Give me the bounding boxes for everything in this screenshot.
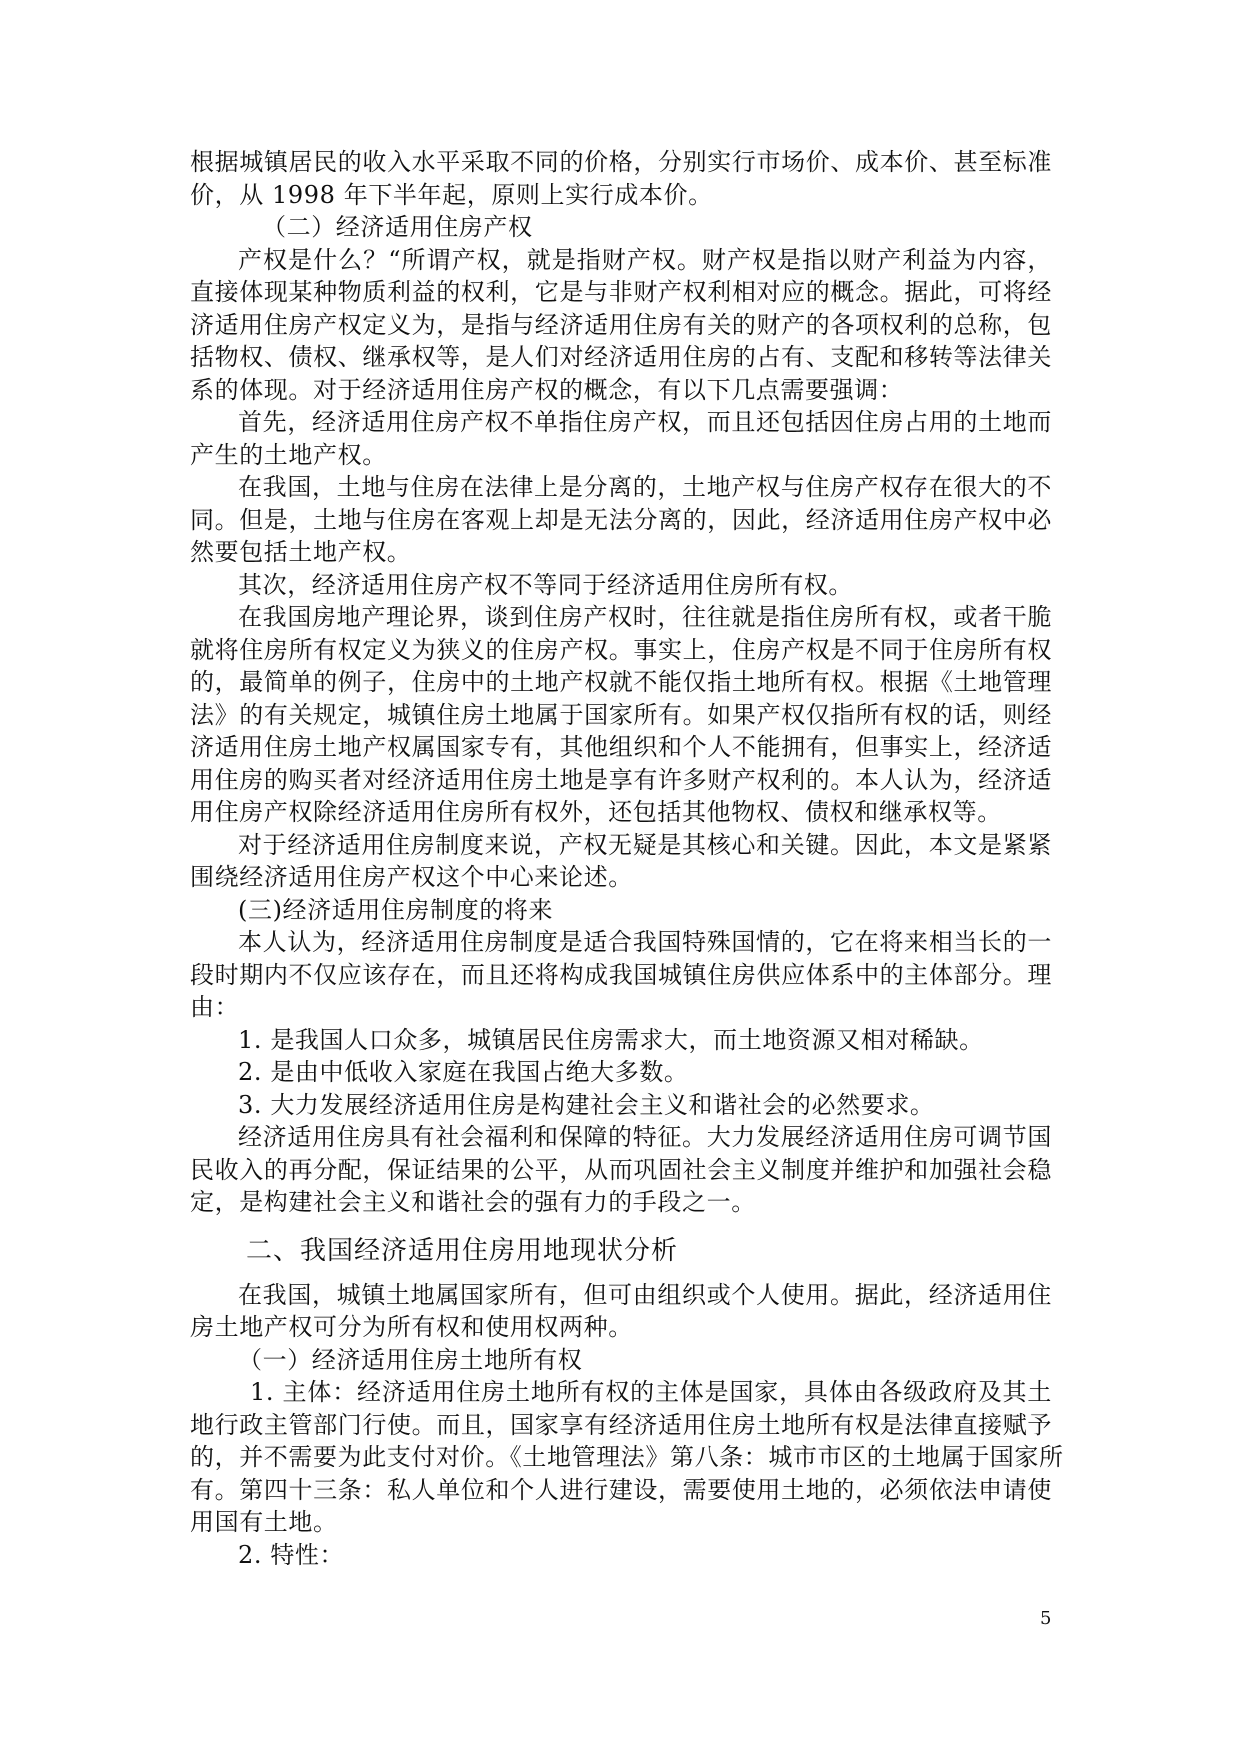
text-line: 段时期内不仅应该存在，而且还将构成我国城镇住房供应体系中的主体部分。理: [190, 960, 1052, 989]
text-line: 首先，经济适用住房产权不单指住房产权，而且还包括因住房占用的土地而: [238, 408, 1052, 436]
text-line: 同。但是，土地与住房在客观上却是无法分离的，因此，经济适用住房产权中必: [190, 505, 1052, 534]
text-line: 由：: [190, 993, 240, 1021]
text-line: 括物权、债权、继承权等，是人们对经济适用住房的占有、支配和移转等法律关: [190, 343, 1052, 371]
text-line: 2. 是由中低收入家庭在我国占绝大多数。: [238, 1058, 689, 1086]
text-line: 用住房产权除经济适用住房所有权外，还包括其他物权、债权和继承权等。: [190, 798, 1002, 826]
text-line: 济适用住房产权定义为，是指与经济适用住房有关的财产的各项权利的总称，包: [190, 310, 1052, 339]
text-line: 其次，经济适用住房产权不等同于经济适用住房所有权。: [238, 570, 853, 599]
text-line: (三)经济适用住房制度的将来: [238, 895, 554, 924]
text-line: 1. 主体：经济适用住房土地所有权的主体是国家，具体由各级政府及其土: [250, 1378, 1052, 1406]
text-line: （一）经济适用住房土地所有权: [238, 1345, 583, 1374]
text-line: 用国有土地。: [190, 1508, 338, 1536]
text-line: 的，最简单的例子，住房中的土地产权就不能仅指土地所有权。根据《土地管理: [190, 668, 1052, 696]
text-line: 在我国房地产理论界，谈到住房产权时，往往就是指住房所有权，或者干脆: [238, 603, 1052, 631]
text-line: 围绕经济适用住房产权这个中心来论述。: [190, 863, 633, 891]
document-page: [190, 146, 1064, 1571]
text-line: 地行政主管部门行使。而且，国家享有经济适用住房土地所有权是法律直接赋予: [190, 1410, 1052, 1439]
text-line: 然要包括土地产权。: [190, 538, 412, 566]
text-line: 房土地产权可分为所有权和使用权两种。: [190, 1313, 633, 1341]
text-line: 有。第四十三条：私人单位和个人进行建设，需要使用土地的，必须依法申请使: [190, 1475, 1052, 1504]
text-line: 的，并不需要为此支付对价。《土地管理法》第八条：城市市区的土地属于国家所: [190, 1443, 1064, 1471]
text-line: 3. 大力发展经济适用住房是构建社会主义和谐社会的必然要求。: [238, 1090, 935, 1119]
text-line: 1. 是我国人口众多，城镇居民住房需求大，而土地资源又相对稀缺。: [238, 1025, 984, 1054]
text-line: 在我国，城镇土地属国家所有，但可由组织或个人使用。据此，经济适用住: [238, 1280, 1052, 1309]
text-line: 对于经济适用住房制度来说，产权无疑是其核心和关键。因此，本文是紧紧: [238, 830, 1052, 859]
text-line: 定，是构建社会主义和谐社会的强有力的手段之一。: [190, 1188, 756, 1216]
text-line: 2. 特性：: [238, 1540, 345, 1569]
section-heading: 二、我国经济适用住房用地现状分析: [246, 1235, 679, 1266]
text-line: 产生的土地产权。: [190, 440, 387, 469]
text-line: 价，从 1998 年下半年起，原则上实行成本价。: [190, 180, 713, 209]
text-line: 直接体现某种物质利益的权利，它是与非财产权利相对应的概念。据此，可将经: [190, 278, 1052, 306]
text-line: 民收入的再分配，保证结果的公平，从而巩固社会主义制度并维护和加强社会稳: [190, 1155, 1052, 1184]
text-line: 经济适用住房具有社会福利和保障的特征。大力发展经济适用住房可调节国: [238, 1123, 1052, 1151]
text-line: 济适用住房土地产权属国家专有，其他组织和个人不能拥有，但事实上，经济适: [190, 733, 1052, 761]
text-line: 用住房的购买者对经济适用住房土地是享有许多财产权利的。本人认为，经济适: [190, 765, 1052, 794]
text-line: 系的体现。对于经济适用住房产权的概念，有以下几点需要强调：: [190, 375, 904, 404]
text-line: 根据城镇居民的收入水平采取不同的价格，分别实行市场价、成本价、甚至标准: [190, 148, 1052, 176]
text-line: （二）经济适用住房产权: [262, 213, 533, 241]
text-line: 本人认为，经济适用住房制度是适合我国特殊国情的，它在将来相当长的一: [238, 928, 1052, 956]
body-text-section-1: [190, 146, 1052, 1219]
text-line: 在我国，土地与住房在法律上是分离的，土地产权与住房产权存在很大的不: [238, 473, 1052, 501]
text-line: 就将住房所有权定义为狭义的住房产权。事实上，住房产权是不同于住房所有权: [190, 635, 1052, 664]
text-line: 产权是什么？“所谓产权，就是指财产权。财产权是指以财产利益为内容，: [238, 245, 1052, 274]
page-number: 5: [1040, 1608, 1052, 1629]
body-text-section-2: [190, 1279, 1064, 1572]
text-line: 法》的有关规定，城镇住房土地属于国家所有。如果产权仅指所有权的话，则经: [190, 700, 1052, 729]
